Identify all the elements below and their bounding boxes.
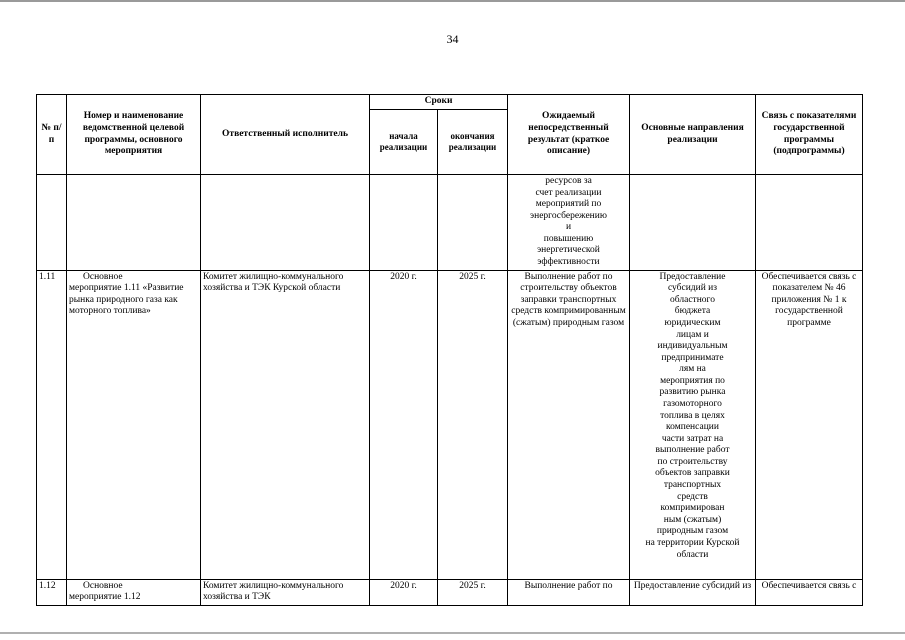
row-number: 1.12 bbox=[37, 579, 67, 605]
header-executor: Ответственный исполнитель bbox=[201, 95, 370, 175]
header-start: начала реализации bbox=[370, 110, 438, 175]
result-continuation: ресурсов за счет реализации мероприятий по энергосбережению и повышению энергетической эффективности bbox=[508, 175, 630, 271]
activity-name: Основное мероприятие 1.12 bbox=[67, 579, 201, 605]
scan-edge-top bbox=[0, 0, 905, 2]
row-number: 1.11 bbox=[37, 270, 67, 579]
indicator-link: Обеспечивается связь с показателем № 46 приложения № 1 к государственной программе bbox=[756, 270, 863, 579]
executor: Комитет жилищно-коммунального хозяйства и ТЭК bbox=[201, 579, 370, 605]
implementation-directions: Предоставление субсидий из областного бюджета юридическим лицам и индивидуальным предпринимате лям на мероприятия по развитию рынка газомоторного топлива в целях компенсации части затрат на выполнение работ по строительству объектов заправки транспортных средств компримирован ным (сжатым) природным газом на территории Курской области bbox=[630, 270, 756, 579]
start-year: 2020 г. bbox=[370, 579, 438, 605]
expected-result: Выполнение работ по bbox=[508, 579, 630, 605]
header-row bbox=[37, 95, 863, 110]
header-link: Связь с показателями государственной программы (подпрограммы) bbox=[756, 95, 863, 175]
table-row bbox=[37, 175, 863, 271]
start-year: 2020 г. bbox=[370, 270, 438, 579]
table-row bbox=[37, 579, 863, 605]
end-year: 2025 г. bbox=[438, 579, 508, 605]
indicator-link: Обеспечивается связь с bbox=[756, 579, 863, 605]
page-number: 34 bbox=[446, 32, 459, 46]
header-terms: Сроки bbox=[370, 95, 508, 110]
header-name: Номер и наименование ведомственной целевой программы, основного мероприятия bbox=[67, 95, 201, 175]
header-result: Ожидаемый непосредственный результат (краткое описание) bbox=[508, 95, 630, 175]
program-activities-table bbox=[36, 94, 863, 606]
expected-result: Выполнение работ по строительству объектов заправки транспортных средств компримированным (сжатым) природным газом bbox=[508, 270, 630, 579]
scan-edge-bottom bbox=[0, 632, 905, 634]
header-num: № п/п bbox=[37, 95, 67, 175]
executor: Комитет жилищно-коммунального хозяйства и ТЭК Курской области bbox=[201, 270, 370, 579]
end-year: 2025 г. bbox=[438, 270, 508, 579]
header-end: окончания реализации bbox=[438, 110, 508, 175]
implementation-directions: Предоставление субсидий из bbox=[630, 579, 756, 605]
header-directions: Основные направления реализации bbox=[630, 95, 756, 175]
activity-name: Основное мероприятие 1.11 «Развитие рынка природного газа как моторного топлива» bbox=[67, 270, 201, 579]
table-row bbox=[37, 270, 863, 579]
